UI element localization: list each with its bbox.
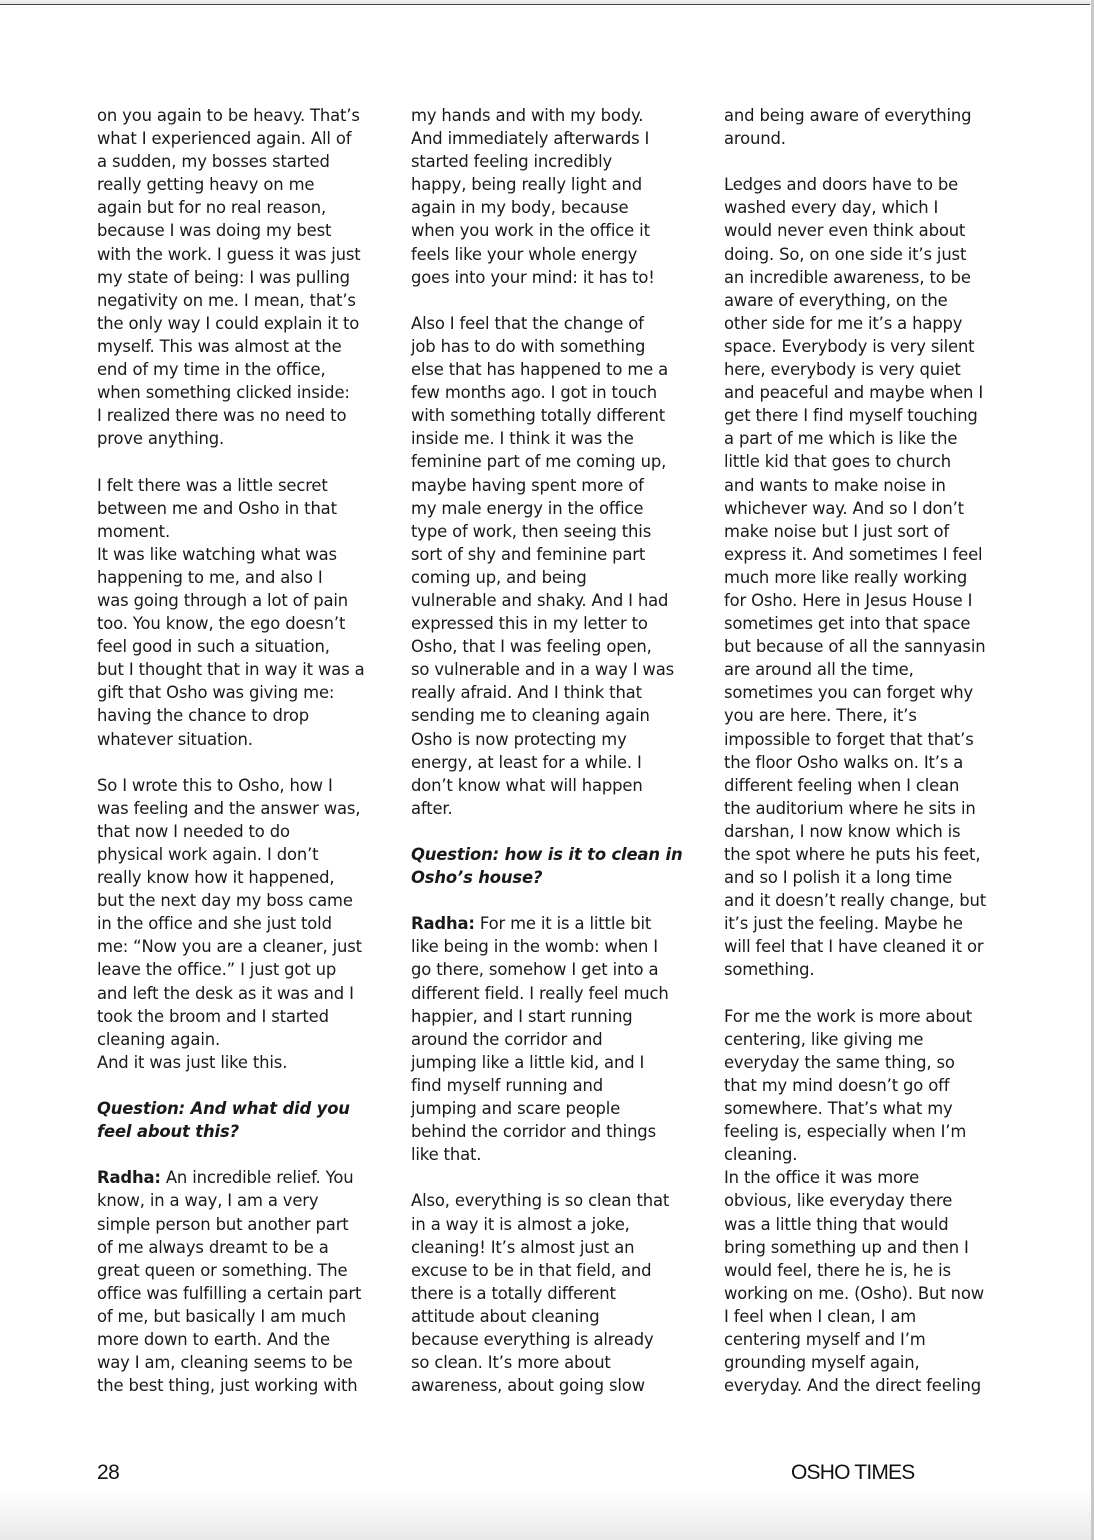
text-line: that now I needed to do xyxy=(97,821,290,841)
interview-answer xyxy=(97,1166,387,1397)
text-line: coming up, and being xyxy=(411,567,587,587)
text-line: with something totally different xyxy=(411,406,665,426)
text-line: jumping like a little kid, and I xyxy=(411,1052,645,1072)
interview-question xyxy=(411,843,701,889)
text-line: sending me to cleaning again xyxy=(411,706,650,726)
text-line: took the broom and I started xyxy=(97,1006,329,1026)
text-line: was going through a lot of pain xyxy=(97,590,349,610)
paragraph-gap xyxy=(411,820,701,843)
answer-body xyxy=(411,935,701,1166)
text-line: after. xyxy=(411,798,453,818)
text-line: so vulnerable and in a way I was xyxy=(411,660,674,680)
paragraph xyxy=(411,1189,701,1397)
paragraph-gap xyxy=(97,1074,387,1097)
text-line: grounding myself again, xyxy=(724,1353,920,1373)
text-line: more down to earth. And the xyxy=(97,1329,330,1349)
text-column-2 xyxy=(411,104,701,1397)
text-line: negativity on me. I mean, that’s xyxy=(97,290,356,310)
text-line: whichever way. And so I don’t xyxy=(724,498,964,518)
text-line: obvious, like everyday there xyxy=(724,1191,953,1211)
text-line: working on me. (Osho). But now xyxy=(724,1283,984,1303)
text-line: everyday the same thing, so xyxy=(724,1052,955,1072)
text-line: get there I find myself touching xyxy=(724,406,978,426)
text-line: go there, somehow I get into a xyxy=(411,960,659,980)
text-line: it’s just the feeling. Maybe he xyxy=(724,914,963,934)
text-line: different field. I really feel much xyxy=(411,983,669,1003)
text-line: few months ago. I got in touch xyxy=(411,383,658,403)
paragraph-gap xyxy=(411,1166,701,1189)
text-line: somewhere. That’s what my xyxy=(724,1099,953,1119)
text-line: and peaceful and maybe when I xyxy=(724,383,984,403)
text-line: my hands and with my body. xyxy=(411,106,644,125)
text-line: an incredible awareness, to be xyxy=(724,267,971,287)
text-line: other side for me it’s a happy xyxy=(724,313,963,333)
text-column-1 xyxy=(97,104,387,1397)
text-line: myself. This was almost at the xyxy=(97,336,342,356)
text-line: again but for no real reason, xyxy=(97,198,327,218)
text-line: Osho, that I was feeling open, xyxy=(411,637,652,657)
answer-first-line xyxy=(411,912,701,935)
text-line: maybe having spent more of xyxy=(411,475,644,495)
text-line: sometimes you can forget why xyxy=(724,683,974,703)
text-line: the auditorium where he sits in xyxy=(724,798,976,818)
text-line: there is a totally different xyxy=(411,1283,616,1303)
text-line: space. Everybody is very silent xyxy=(724,336,975,356)
text-line: for Osho. Here in Jesus House I xyxy=(724,590,973,610)
text-line: started feeling incredibly xyxy=(411,152,613,172)
page-bottom-shadow xyxy=(0,1490,1091,1540)
text-line: gift that Osho was giving me: xyxy=(97,683,335,703)
text-line: cleaning! It’s almost just an xyxy=(411,1237,635,1257)
text-line: sometimes get into that space xyxy=(724,614,971,634)
text-line: of me, but basically I am much xyxy=(97,1306,347,1326)
text-line: express it. And sometimes I feel xyxy=(724,544,983,564)
text-line: but I thought that in way it was a xyxy=(97,660,365,680)
answer-text: An incredible relief. You xyxy=(160,1168,354,1188)
text-line: behind the corridor and things xyxy=(411,1122,656,1142)
text-line: awareness, about going slow xyxy=(411,1376,645,1396)
text-line: centering, like giving me xyxy=(724,1029,924,1049)
text-line: of me always dreamt to be a xyxy=(97,1237,329,1257)
text-line: really know how it happened, xyxy=(97,868,335,888)
text-line: It was like watching what was xyxy=(97,544,337,564)
publication-title: OSHO TIMES xyxy=(791,1461,915,1484)
text-line: would never even think about xyxy=(724,221,966,241)
text-line: Also, everything is so clean that xyxy=(411,1191,670,1211)
text-line: around the corridor and xyxy=(411,1029,603,1049)
text-line: expressed this in my letter to xyxy=(411,614,648,634)
text-line: different feeling when I clean xyxy=(724,775,960,795)
text-line: prove anything. xyxy=(97,429,225,449)
paragraph xyxy=(411,312,701,820)
text-line: are around all the time, xyxy=(724,660,914,680)
text-line: will feel that I have cleaned it or xyxy=(724,937,984,957)
text-line: feel about this? xyxy=(97,1122,239,1142)
text-line: with the work. I guess it was just xyxy=(97,244,361,264)
paragraph-gap xyxy=(411,289,701,312)
text-line: find myself running and xyxy=(411,1075,603,1095)
text-line: way I am, cleaning seems to be xyxy=(97,1353,353,1373)
text-line: little kid that goes to church xyxy=(724,452,951,472)
answer-text: For me it is a little bit xyxy=(474,914,652,934)
text-line: energy, at least for a while. I xyxy=(411,752,642,772)
text-line: cleaning. xyxy=(724,1145,798,1165)
speaker-name: Radha: xyxy=(411,914,475,934)
paragraph-gap xyxy=(411,889,701,912)
paragraph xyxy=(97,104,387,450)
text-line: Ledges and doors have to be xyxy=(724,175,959,195)
text-line: aware of everything, on the xyxy=(724,290,948,310)
text-line: but because of all the sannyasin xyxy=(724,637,986,657)
text-line: Osho’s house? xyxy=(411,868,543,888)
text-line: and being aware of everything xyxy=(724,106,972,125)
text-line: and wants to make noise in xyxy=(724,475,946,495)
text-line: happening to me, and also I xyxy=(97,567,323,587)
text-line: goes into your mind: it has to! xyxy=(411,267,655,287)
text-line: bring something up and then I xyxy=(724,1237,969,1257)
paragraph-gap xyxy=(97,751,387,774)
answer-body xyxy=(97,1189,387,1397)
text-line: my state of being: I was pulling xyxy=(97,267,350,287)
text-line: like being in the womb: when I xyxy=(411,937,658,957)
text-line: everyday. And the direct feeling xyxy=(724,1376,981,1396)
text-line: but the next day my boss came xyxy=(97,891,353,911)
page-top-border xyxy=(0,4,1090,5)
paragraph-gap xyxy=(724,982,1014,1005)
text-column-3 xyxy=(724,104,1014,1397)
text-line: on you again to be heavy. That’s xyxy=(97,106,360,125)
text-line: For me the work is more about xyxy=(724,1006,972,1026)
text-line: when you work in the office it xyxy=(411,221,650,241)
text-line: else that has happened to me a xyxy=(411,360,669,380)
text-line: that my mind doesn’t go off xyxy=(724,1075,950,1095)
text-line: don’t know what will happen xyxy=(411,775,643,795)
text-line: was a little thing that would xyxy=(724,1214,949,1234)
text-line: And it was just like this. xyxy=(97,1052,288,1072)
text-line: Question: And what did you xyxy=(97,1099,350,1119)
text-line: my male energy in the office xyxy=(411,498,644,518)
text-line: job has to do with something xyxy=(411,336,646,356)
answer-first-line xyxy=(97,1166,387,1189)
text-line: something. xyxy=(724,960,815,980)
text-line: great queen or something. The xyxy=(97,1260,348,1280)
text-line: the floor Osho walks on. It’s a xyxy=(724,752,964,772)
interview-question xyxy=(97,1097,387,1143)
interview-answer xyxy=(411,912,701,1166)
paragraph-gap xyxy=(97,450,387,473)
text-line: cleaning again. xyxy=(97,1029,221,1049)
text-line: moment. xyxy=(97,521,171,541)
speaker-name: Radha: xyxy=(97,1168,161,1188)
text-line: whatever situation. xyxy=(97,729,253,749)
text-line: when something clicked inside: xyxy=(97,383,350,403)
text-line: because everything is already xyxy=(411,1329,654,1349)
paragraph xyxy=(97,474,387,751)
text-line: feel good in such a situation, xyxy=(97,637,330,657)
text-line: would feel, there he is, he is xyxy=(724,1260,951,1280)
paragraph-gap xyxy=(97,1143,387,1166)
text-line: like that. xyxy=(411,1145,482,1165)
text-line: centering myself and I’m xyxy=(724,1329,926,1349)
text-line: washed every day, which I xyxy=(724,198,939,218)
paragraph xyxy=(411,104,701,289)
text-line: the spot where he puts his feet, xyxy=(724,845,981,864)
text-line: inside me. I think it was the xyxy=(411,429,634,449)
text-line: a sudden, my bosses started xyxy=(97,152,330,172)
text-line: a part of me which is like the xyxy=(724,429,958,449)
text-line: happier, and I start running xyxy=(411,1006,633,1026)
text-line: and so I polish it a long time xyxy=(724,868,953,888)
text-line: simple person but another part xyxy=(97,1214,349,1234)
text-line: type of work, then seeing this xyxy=(411,521,652,541)
text-line: Osho is now protecting my xyxy=(411,729,627,749)
text-line: you are here. There, it’s xyxy=(724,706,917,726)
text-line: I felt there was a little secret xyxy=(97,475,328,495)
text-line: I feel when I clean, I am xyxy=(724,1306,917,1326)
paragraph xyxy=(724,1005,1014,1398)
text-line: darshan, I now know which is xyxy=(724,821,961,841)
text-line: because I was doing my best xyxy=(97,221,332,241)
paragraph xyxy=(97,774,387,1074)
text-line: know, in a way, I am a very xyxy=(97,1191,319,1211)
text-line: having the chance to drop xyxy=(97,706,310,726)
text-line: the only way I could explain it to xyxy=(97,313,360,333)
text-line: jumping and scare people xyxy=(411,1099,621,1119)
text-line: in a way it is almost a joke, xyxy=(411,1214,630,1234)
text-line: me: “Now you are a cleaner, just xyxy=(97,937,362,957)
text-line: so clean. It’s more about xyxy=(411,1353,611,1373)
text-line: impossible to forget that that’s xyxy=(724,729,974,749)
text-line: was feeling and the answer was, xyxy=(97,798,361,818)
text-line: physical work again. I don’t xyxy=(97,845,319,864)
text-line: feeling is, especially when I’m xyxy=(724,1122,967,1142)
text-line: attitude about cleaning xyxy=(411,1306,600,1326)
text-line: what I experienced again. All of xyxy=(97,129,352,149)
text-line: in the office and she just told xyxy=(97,914,332,934)
text-line: Question: how is it to clean in xyxy=(411,845,683,864)
text-line: really afraid. And I think that xyxy=(411,683,642,703)
text-line: around. xyxy=(724,129,786,149)
text-line: make noise but I just sort of xyxy=(724,521,949,541)
text-line: leave the office.” I just got up xyxy=(97,960,337,980)
page-number: 28 xyxy=(97,1461,120,1484)
text-line: and it doesn’t really change, but xyxy=(724,891,987,911)
text-line: again in my body, because xyxy=(411,198,629,218)
text-line: end of my time in the office, xyxy=(97,360,326,380)
text-line: the best thing, just working with xyxy=(97,1376,358,1396)
paragraph xyxy=(724,173,1014,981)
text-line: office was fulfilling a certain part xyxy=(97,1283,362,1303)
text-line: really getting heavy on me xyxy=(97,175,315,195)
text-line: too. You know, the ego doesn’t xyxy=(97,614,346,634)
text-line: feminine part of me coming up, xyxy=(411,452,667,472)
text-line: between me and Osho in that xyxy=(97,498,337,518)
text-line: here, everybody is very quiet xyxy=(724,360,961,380)
text-line: happy, being really light and xyxy=(411,175,642,195)
paragraph-gap xyxy=(724,150,1014,173)
text-line: Also I feel that the change of xyxy=(411,313,644,333)
text-line: and left the desk as it was and I xyxy=(97,983,354,1003)
text-line: So I wrote this to Osho, how I xyxy=(97,775,333,795)
text-line: feels like your whole energy xyxy=(411,244,638,264)
text-line: doing. So, on one side it’s just xyxy=(724,244,967,264)
text-line: And immediately afterwards I xyxy=(411,129,650,149)
text-line: sort of shy and feminine part xyxy=(411,544,646,564)
text-line: much more like really working xyxy=(724,567,968,587)
text-line: I realized there was no need to xyxy=(97,406,347,426)
text-line: In the office it was more xyxy=(724,1168,920,1188)
paragraph xyxy=(724,104,1014,150)
text-line: excuse to be in that field, and xyxy=(411,1260,652,1280)
text-line: vulnerable and shaky. And I had xyxy=(411,590,669,610)
